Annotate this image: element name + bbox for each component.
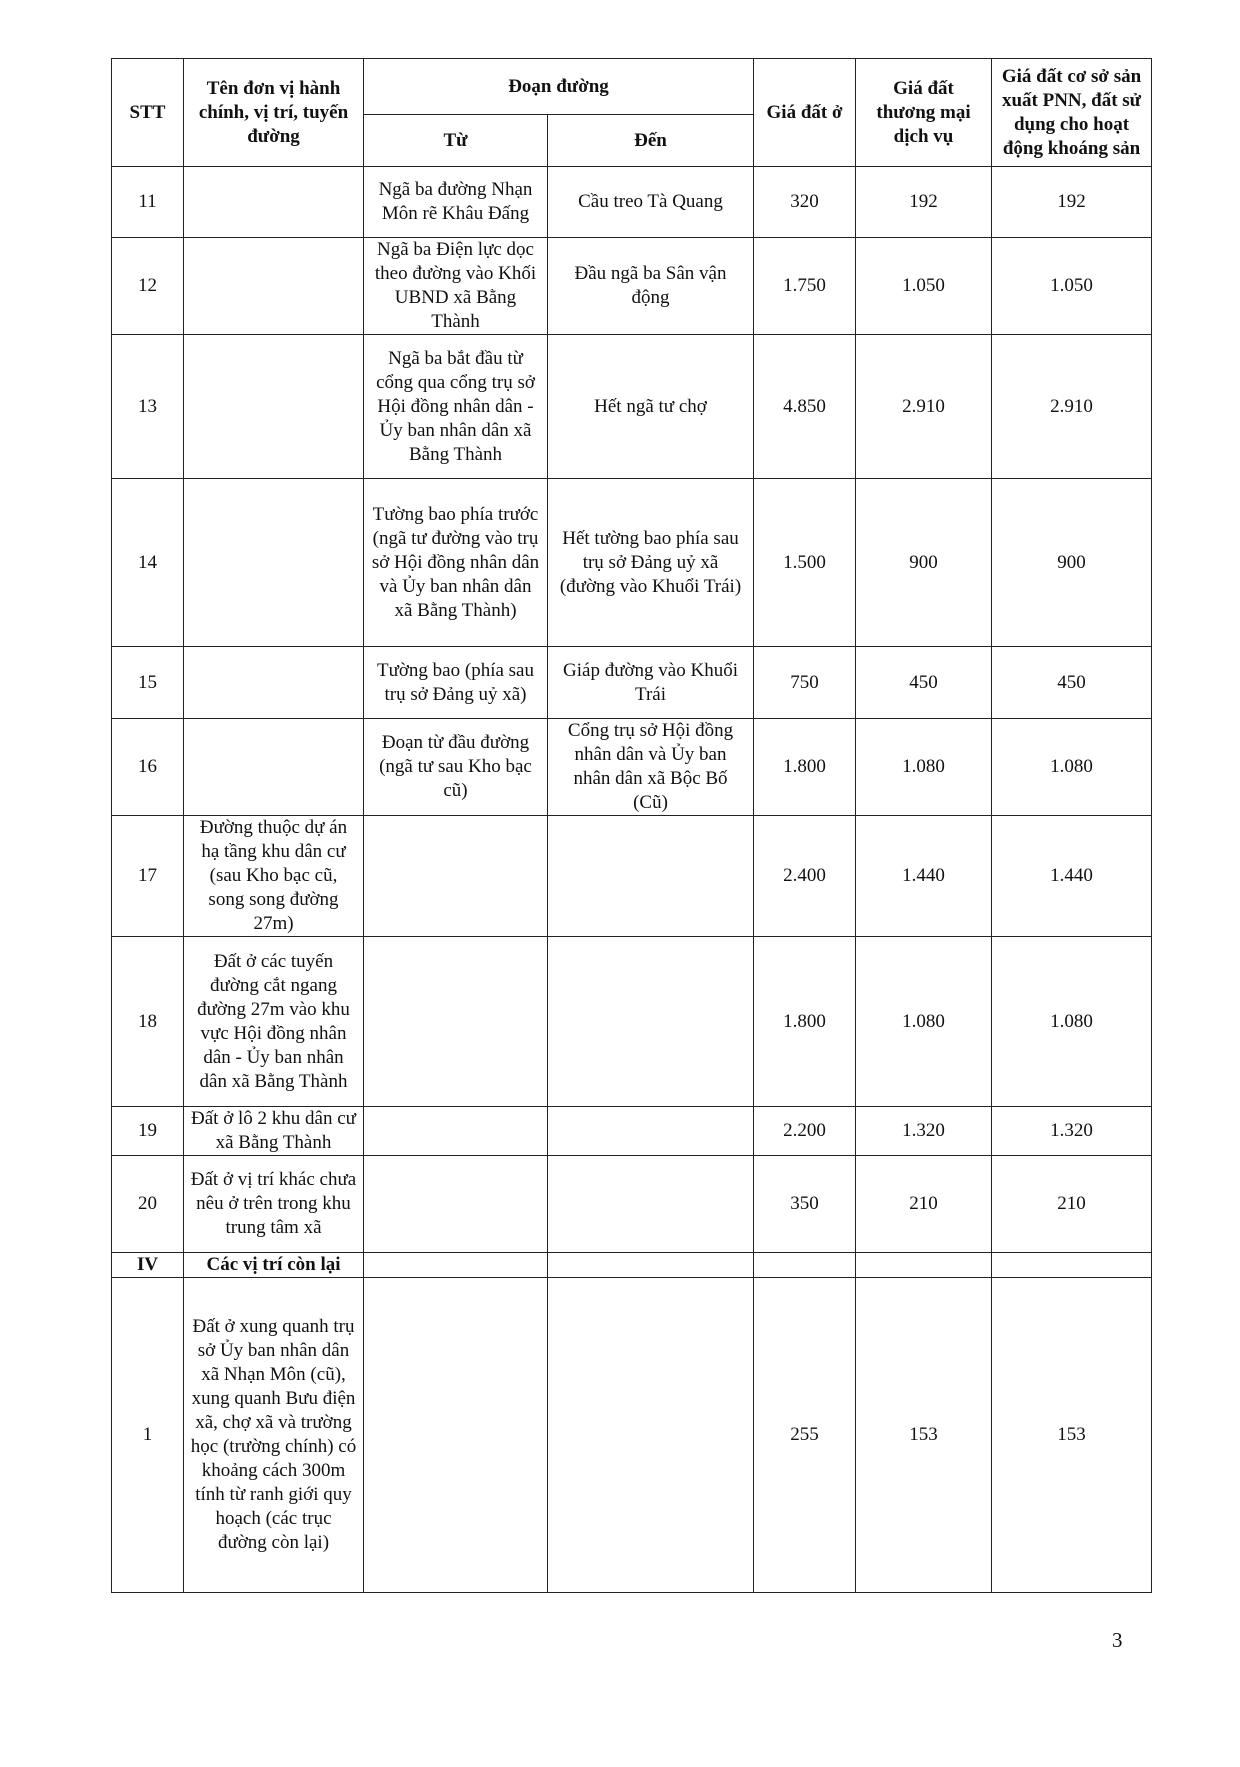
table-row <box>112 167 1152 238</box>
cell-to <box>548 937 754 1107</box>
cell-from: Ngã ba Điện lực dọc theo đường vào Khối UBND xã Bằng Thành <box>364 238 548 335</box>
cell-residential: 1.750 <box>754 238 856 335</box>
cell-from <box>364 816 548 937</box>
cell-to: Cổng trụ sở Hội đồng nhân dân và Ủy ban nhân dân xã Bộc Bố (Cũ) <box>548 719 754 816</box>
table-row <box>112 335 1152 479</box>
cell-commercial: 450 <box>856 647 992 719</box>
cell-commercial: 192 <box>856 167 992 238</box>
empty-cell <box>364 1253 548 1278</box>
header-from: Từ <box>364 115 548 167</box>
cell-stt: 15 <box>112 647 184 719</box>
cell-from <box>364 1278 548 1593</box>
header-residential: Giá đất ở <box>754 59 856 167</box>
cell-production: 1.080 <box>992 937 1152 1107</box>
cell-stt: 16 <box>112 719 184 816</box>
cell-production: 2.910 <box>992 335 1152 479</box>
cell-from <box>364 1107 548 1156</box>
cell-name <box>184 479 364 647</box>
cell-to: Giáp đường vào Khuổi Trái <box>548 647 754 719</box>
cell-from: Ngã ba bắt đầu từ cổng qua cổng trụ sở Hội đồng nhân dân - Ủy ban nhân dân xã Bằng Thành <box>364 335 548 479</box>
page-number: 3 <box>1112 1628 1123 1652</box>
cell-commercial: 1.050 <box>856 238 992 335</box>
cell-commercial: 153 <box>856 1278 992 1593</box>
header-stt: STT <box>112 59 184 167</box>
cell-name: Đất ở vị trí khác chưa nêu ở trên trong khu trung tâm xã <box>184 1156 364 1253</box>
table-row <box>112 238 1152 335</box>
cell-commercial: 1.080 <box>856 719 992 816</box>
cell-residential: 2.400 <box>754 816 856 937</box>
cell-from: Đoạn từ đầu đường (ngã tư sau Kho bạc cũ) <box>364 719 548 816</box>
cell-stt: 12 <box>112 238 184 335</box>
cell-production: 210 <box>992 1156 1152 1253</box>
cell-stt: 18 <box>112 937 184 1107</box>
section-name: Các vị trí còn lại <box>184 1253 364 1278</box>
cell-name <box>184 647 364 719</box>
cell-stt: 1 <box>112 1278 184 1593</box>
cell-residential: 1.500 <box>754 479 856 647</box>
cell-name <box>184 719 364 816</box>
cell-commercial: 1.440 <box>856 816 992 937</box>
cell-to: Hết ngã tư chợ <box>548 335 754 479</box>
cell-production: 153 <box>992 1278 1152 1593</box>
header-production: Giá đất cơ sở sản xuất PNN, đất sử dụng cho hoạt động khoáng sản <box>992 59 1152 167</box>
table-row <box>112 816 1152 937</box>
section-stt: IV <box>112 1253 184 1278</box>
cell-residential: 4.850 <box>754 335 856 479</box>
cell-production: 450 <box>992 647 1152 719</box>
cell-production: 900 <box>992 479 1152 647</box>
cell-to: Đầu ngã ba Sân vận động <box>548 238 754 335</box>
section-row <box>112 1253 1152 1278</box>
cell-stt: 11 <box>112 167 184 238</box>
empty-cell <box>754 1253 856 1278</box>
table-row <box>112 1278 1152 1593</box>
cell-name: Đường thuộc dự án hạ tầng khu dân cư (sau Kho bạc cũ, song song đường 27m) <box>184 816 364 937</box>
cell-to <box>548 1156 754 1253</box>
cell-to <box>548 816 754 937</box>
cell-commercial: 1.320 <box>856 1107 992 1156</box>
cell-from: Ngã ba đường Nhạn Môn rẽ Khâu Đấng <box>364 167 548 238</box>
cell-stt: 20 <box>112 1156 184 1253</box>
cell-residential: 1.800 <box>754 719 856 816</box>
header-commercial: Giá đất thương mại dịch vụ <box>856 59 992 167</box>
cell-residential: 750 <box>754 647 856 719</box>
cell-stt: 19 <box>112 1107 184 1156</box>
table-row <box>112 1107 1152 1156</box>
table-row <box>112 937 1152 1107</box>
header-segment: Đoạn đường <box>364 59 754 115</box>
empty-cell <box>856 1253 992 1278</box>
cell-commercial: 210 <box>856 1156 992 1253</box>
cell-commercial: 2.910 <box>856 335 992 479</box>
cell-name: Đất ở xung quanh trụ sở Ủy ban nhân dân xã Nhạn Môn (cũ), xung quanh Bưu điện xã, chợ xã và trường học (trường chính) có khoảng cách 300m tính từ ranh giới quy hoạch (các trục đường còn lại) <box>184 1278 364 1593</box>
cell-name <box>184 335 364 479</box>
cell-name <box>184 167 364 238</box>
cell-stt: 17 <box>112 816 184 937</box>
cell-production: 1.440 <box>992 816 1152 937</box>
empty-cell <box>548 1253 754 1278</box>
cell-name <box>184 238 364 335</box>
cell-commercial: 1.080 <box>856 937 992 1107</box>
cell-production: 1.050 <box>992 238 1152 335</box>
cell-residential: 1.800 <box>754 937 856 1107</box>
cell-name: Đất ở các tuyến đường cắt ngang đường 27m vào khu vực Hội đồng nhân dân - Ủy ban nhân dân xã Bằng Thành <box>184 937 364 1107</box>
cell-residential: 350 <box>754 1156 856 1253</box>
cell-from: Tường bao (phía sau trụ sở Đảng uỷ xã) <box>364 647 548 719</box>
cell-to: Hết tường bao phía sau trụ sở Đảng uỷ xã (đường vào Khuổi Trái) <box>548 479 754 647</box>
land-price-table <box>111 58 1152 1593</box>
cell-from: Tường bao phía trước (ngã tư đường vào trụ sở Hội đồng nhân dân và Ủy ban nhân dân xã Bằng Thành) <box>364 479 548 647</box>
cell-stt: 14 <box>112 479 184 647</box>
header-name: Tên đơn vị hành chính, vị trí, tuyến đường <box>184 59 364 167</box>
cell-residential: 320 <box>754 167 856 238</box>
table-row <box>112 479 1152 647</box>
cell-to <box>548 1278 754 1593</box>
cell-name: Đất ở lô 2 khu dân cư xã Bằng Thành <box>184 1107 364 1156</box>
cell-to: Cầu treo Tà Quang <box>548 167 754 238</box>
cell-stt: 13 <box>112 335 184 479</box>
table-row <box>112 647 1152 719</box>
cell-residential: 255 <box>754 1278 856 1593</box>
table-row <box>112 1156 1152 1253</box>
cell-production: 192 <box>992 167 1152 238</box>
table-row <box>112 719 1152 816</box>
cell-from <box>364 937 548 1107</box>
cell-production: 1.320 <box>992 1107 1152 1156</box>
cell-to <box>548 1107 754 1156</box>
header-to: Đến <box>548 115 754 167</box>
empty-cell <box>992 1253 1152 1278</box>
cell-commercial: 900 <box>856 479 992 647</box>
cell-residential: 2.200 <box>754 1107 856 1156</box>
cell-from <box>364 1156 548 1253</box>
cell-production: 1.080 <box>992 719 1152 816</box>
